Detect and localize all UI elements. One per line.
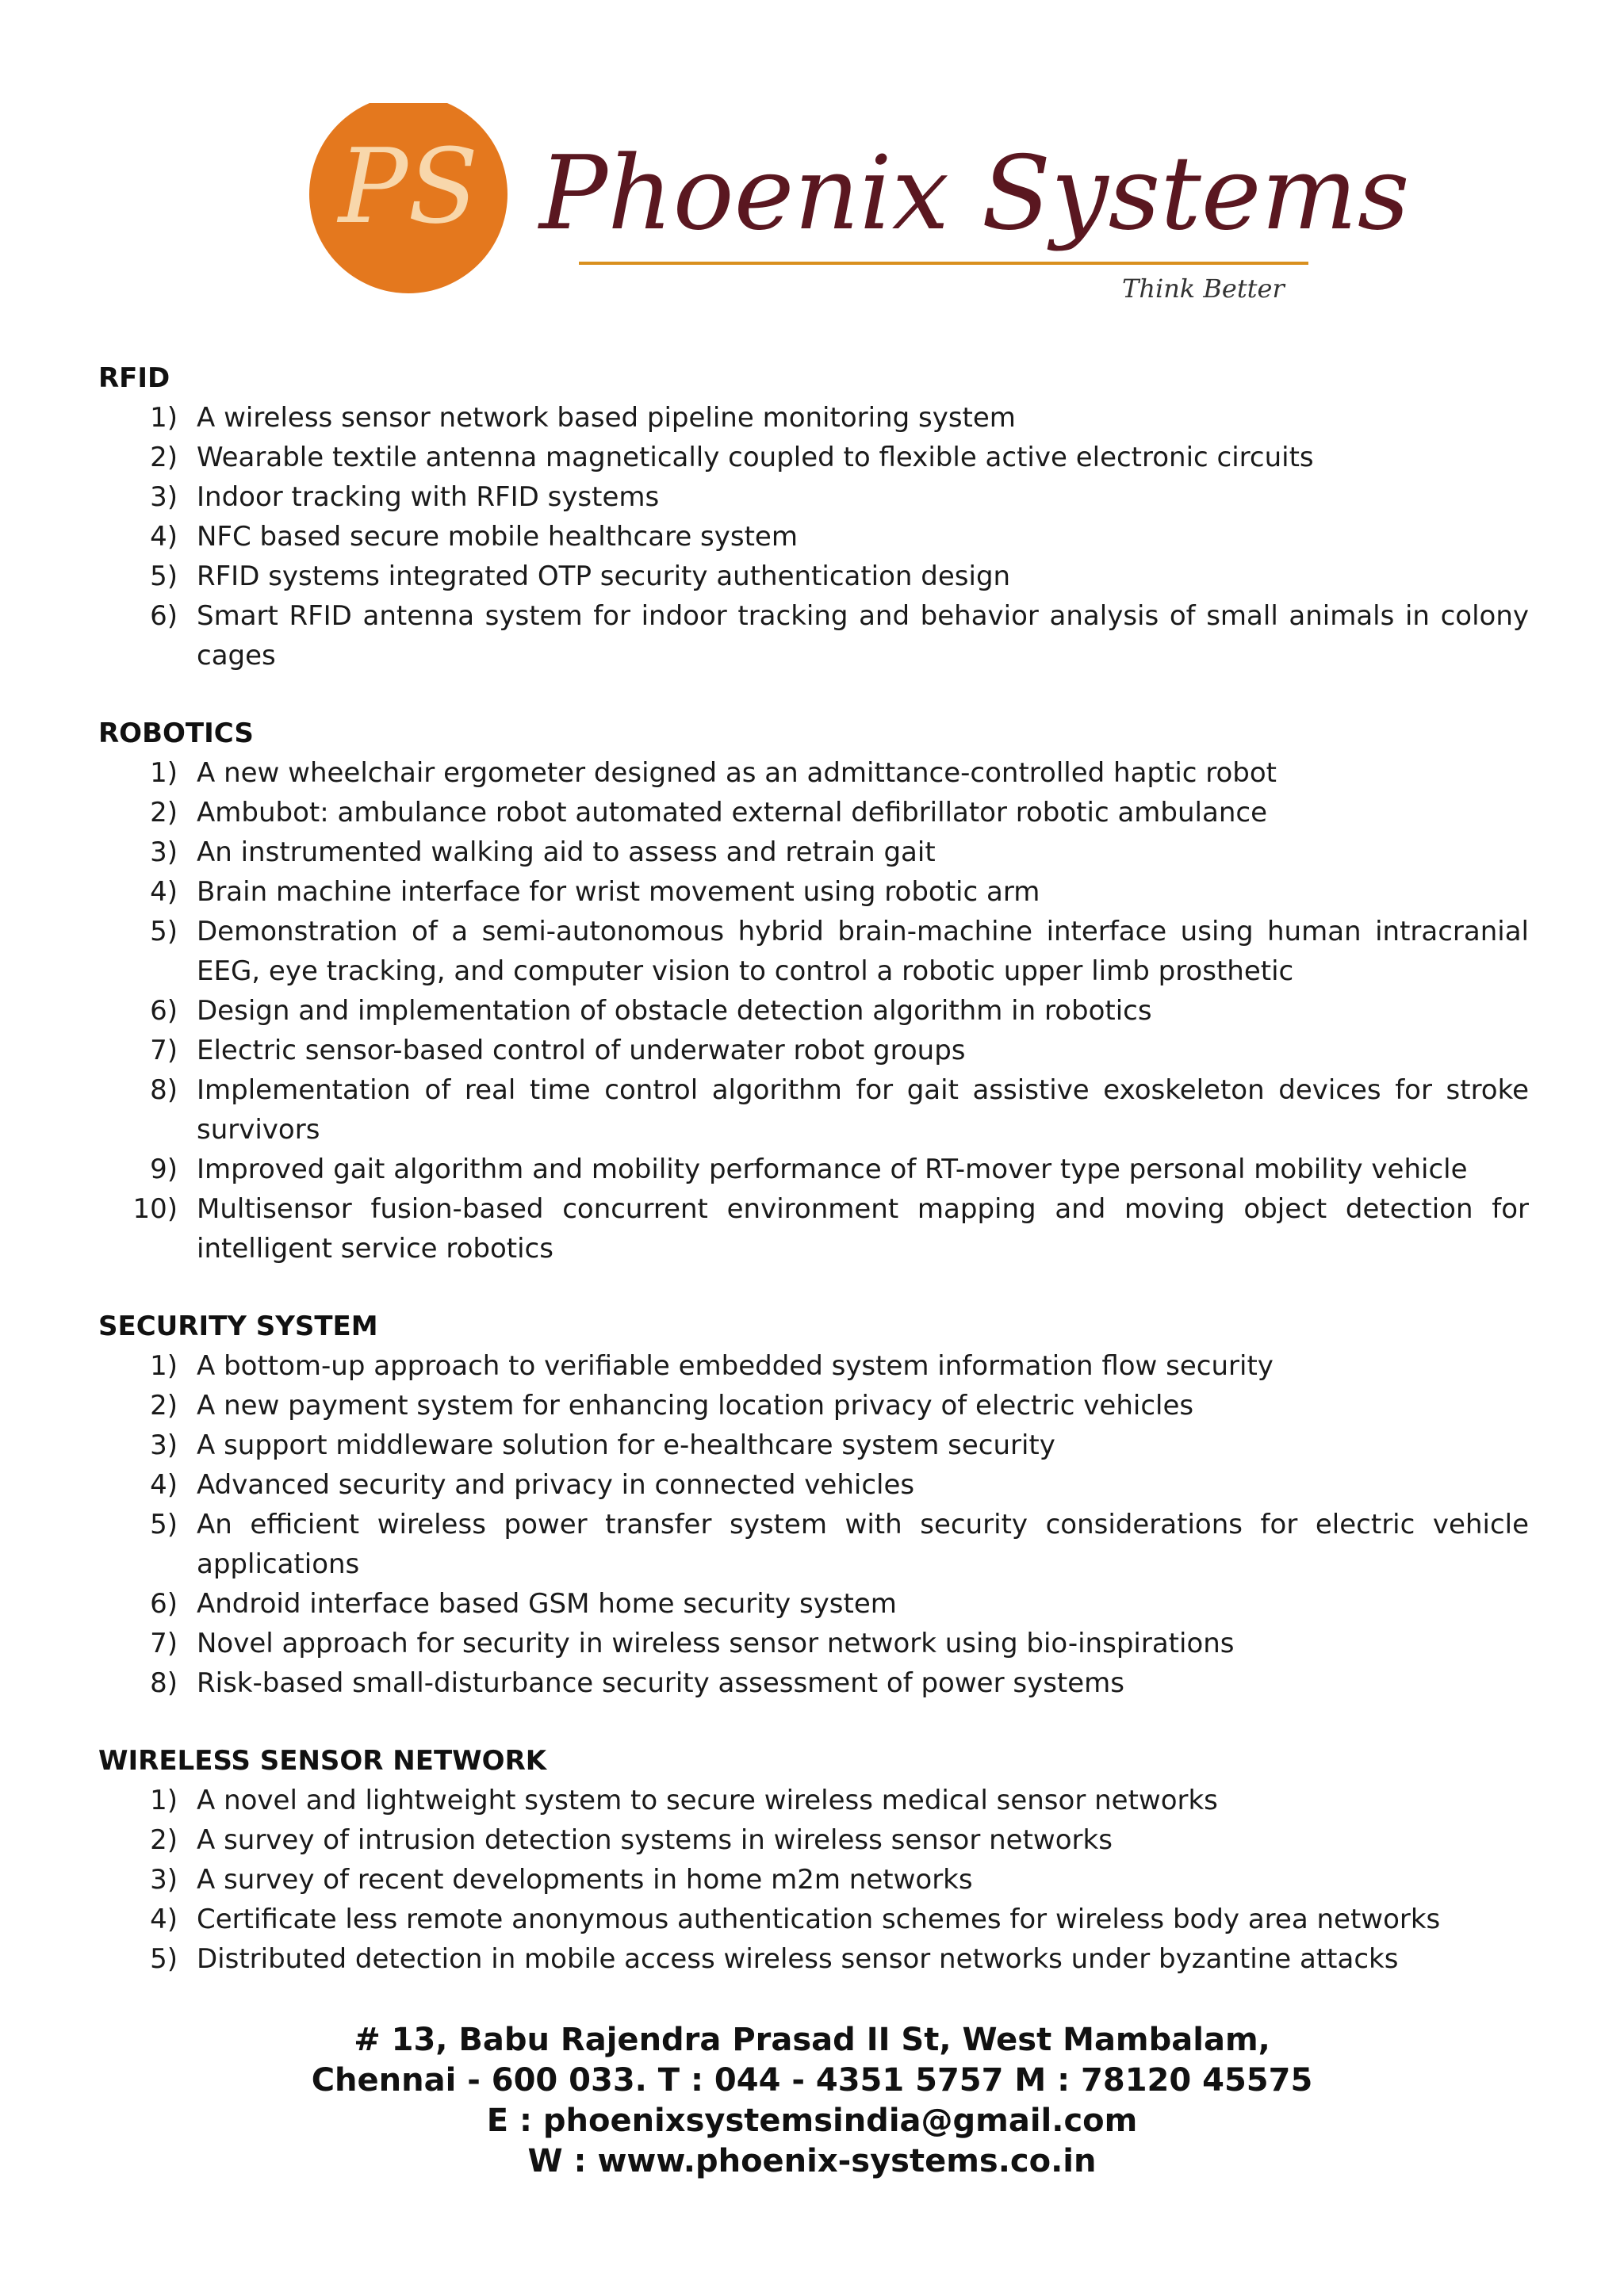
item-text: Risk-based small-disturbance security assessment of power systems	[197, 1667, 1124, 1699]
item-number: 5)	[150, 1943, 178, 1975]
list-item	[98, 517, 1529, 557]
list-item	[98, 1031, 1529, 1070]
list-item	[98, 557, 1529, 596]
item-text: Electric sensor-based control of underwater robot groups	[197, 1035, 966, 1066]
item-number: 5)	[150, 916, 178, 947]
list-item	[98, 1346, 1529, 1386]
list-item	[98, 1070, 1529, 1150]
item-number: 8)	[150, 1074, 178, 1106]
item-text: Brain machine interface for wrist movement using robotic arm	[197, 876, 1040, 908]
list-item	[98, 438, 1529, 477]
item-number: 6)	[150, 995, 178, 1027]
item-number: 1)	[150, 757, 178, 789]
item-list	[98, 398, 1529, 675]
list-item	[98, 1624, 1529, 1663]
list-item	[98, 1189, 1529, 1269]
list-item	[98, 912, 1529, 991]
section	[98, 714, 1529, 1269]
item-list	[98, 1346, 1529, 1703]
item-number: 3)	[150, 1864, 178, 1896]
item-number: 4)	[150, 876, 178, 908]
list-item	[98, 1781, 1529, 1820]
list-item	[98, 753, 1529, 793]
item-text: A support middleware solution for e-healthcare system security	[197, 1429, 1055, 1461]
item-text: A wireless sensor network based pipeline monitoring system	[197, 402, 1016, 434]
item-number: 2)	[150, 1390, 178, 1422]
section-title: SECURITY SYSTEM	[98, 1311, 378, 1342]
item-number: 10)	[132, 1193, 178, 1225]
item-text: Wearable textile antenna magnetically coupled to flexible active electronic circuits	[197, 442, 1314, 473]
footer-address: # 13, Babu Rajendra Prasad II St, West Mambalam,	[354, 2022, 1270, 2058]
section	[98, 1307, 1529, 1703]
list-item	[98, 1465, 1529, 1505]
item-text: RFID systems integrated OTP security authentication design	[197, 561, 1011, 592]
item-number: 3)	[150, 1429, 178, 1461]
item-number: 7)	[150, 1628, 178, 1659]
item-text: A survey of intrusion detection systems in wireless sensor networks	[197, 1824, 1113, 1856]
item-text: Certificate less remote anonymous authentication schemes for wireless body area networks	[197, 1904, 1441, 1935]
item-text: Implementation of real time control algorithm for gait assistive exoskeleton devices for stroke survivors	[197, 1074, 1529, 1146]
item-number: 1)	[150, 402, 178, 434]
item-text: Advanced security and privacy in connected vehicles	[197, 1469, 915, 1501]
list-item	[98, 1820, 1529, 1860]
item-text: A new payment system for enhancing location privacy of electric vehicles	[197, 1390, 1194, 1422]
list-item	[98, 1584, 1529, 1624]
list-item	[98, 1425, 1529, 1465]
item-text: Distributed detection in mobile access wireless sensor networks under byzantine attacks	[197, 1943, 1399, 1975]
footer-contact	[0, 2020, 1624, 2182]
item-text: An efficient wireless power transfer system with security considerations for electric vehicle applications	[197, 1509, 1529, 1580]
item-text: NFC based secure mobile healthcare system	[197, 521, 798, 553]
item-number: 3)	[150, 836, 178, 868]
section-title: RFID	[98, 362, 170, 394]
letterhead	[0, 0, 1624, 333]
item-number: 2)	[150, 442, 178, 473]
svg-text:PS: PS	[338, 126, 479, 247]
item-text: A novel and lightweight system to secure wireless medical sensor networks	[197, 1785, 1218, 1816]
footer-website: W : www.phoenix-systems.co.in	[527, 2143, 1097, 2179]
item-number: 6)	[150, 600, 178, 632]
section-title: WIRELESS SENSOR NETWORK	[98, 1745, 547, 1777]
list-item	[98, 596, 1529, 675]
item-number: 6)	[150, 1588, 178, 1620]
item-text: A new wheelchair ergometer designed as an admittance-controlled haptic robot	[197, 757, 1277, 789]
item-text: A bottom-up approach to verifiable embedded system information flow security	[197, 1350, 1274, 1382]
list-item	[98, 1150, 1529, 1189]
item-text: An instrumented walking aid to assess and retrain gait	[197, 836, 936, 868]
item-text: Design and implementation of obstacle detection algorithm in robotics	[197, 995, 1152, 1027]
item-text: Ambubot: ambulance robot automated external defibrillator robotic ambulance	[197, 797, 1267, 828]
list-item	[98, 1939, 1529, 1979]
item-number: 5)	[150, 1509, 178, 1540]
list-item	[98, 1505, 1529, 1584]
item-number: 5)	[150, 561, 178, 592]
item-number: 9)	[150, 1154, 178, 1185]
item-number: 1)	[150, 1785, 178, 1816]
section	[98, 1741, 1529, 1979]
item-number: 4)	[150, 1904, 178, 1935]
item-text: Multisensor fusion-based concurrent environment mapping and moving object detection for intelligent service robotics	[197, 1193, 1529, 1265]
item-text: Indoor tracking with RFID systems	[197, 481, 660, 513]
footer-phone: Chennai - 600 033. T : 044 - 4351 5757 M : 78120 45575	[311, 2062, 1313, 2099]
item-number: 4)	[150, 1469, 178, 1501]
item-number: 2)	[150, 1824, 178, 1856]
list-item	[98, 1663, 1529, 1703]
list-item	[98, 872, 1529, 912]
list-item	[98, 793, 1529, 832]
item-number: 8)	[150, 1667, 178, 1699]
item-number: 7)	[150, 1035, 178, 1066]
list-item	[98, 477, 1529, 517]
section	[98, 358, 1529, 675]
list-item	[98, 1386, 1529, 1425]
section-title: ROBOTICS	[98, 718, 254, 749]
item-text: Smart RFID antenna system for indoor tracking and behavior analysis of small animals in colony cages	[197, 600, 1529, 672]
list-item	[98, 1900, 1529, 1939]
item-text: Android interface based GSM home security system	[197, 1588, 897, 1620]
list-item	[98, 991, 1529, 1031]
list-item	[98, 832, 1529, 872]
item-list	[98, 1781, 1529, 1979]
project-list	[98, 358, 1529, 2017]
item-number: 3)	[150, 481, 178, 513]
list-item	[98, 1860, 1529, 1900]
item-number: 4)	[150, 521, 178, 553]
item-text: A survey of recent developments in home m2m networks	[197, 1864, 973, 1896]
item-text: Novel approach for security in wireless sensor network using bio-inspirations	[197, 1628, 1235, 1659]
item-text: Improved gait algorithm and mobility performance of RT-mover type personal mobility vehicle	[197, 1154, 1468, 1185]
footer-email: E : phoenixsystemsindia@gmail.com	[486, 2103, 1138, 2139]
brand-tagline: Think Better	[1122, 274, 1285, 304]
item-number: 1)	[150, 1350, 178, 1382]
list-item	[98, 398, 1529, 438]
item-list	[98, 753, 1529, 1269]
brand-name: Phoenix Systems	[539, 135, 1410, 253]
item-number: 2)	[150, 797, 178, 828]
item-text: Demonstration of a semi-autonomous hybrid brain-machine interface using human intracranial EEG, eye tracking, and computer vision to control a robotic upper limb prosthetic	[197, 916, 1529, 987]
